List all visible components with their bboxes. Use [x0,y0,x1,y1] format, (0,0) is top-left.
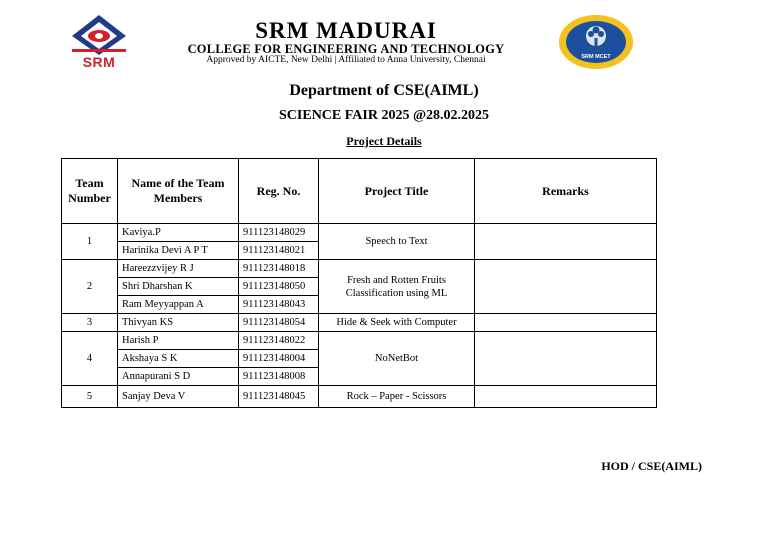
team-number-cell: 1 [62,224,118,260]
remarks-cell [475,332,657,386]
team-number-cell: 4 [62,332,118,386]
mcet-seal-emblem [558,14,634,70]
table-row [62,386,657,408]
reg-no-cell: 911123148043 [239,296,319,314]
letterhead [60,10,650,74]
table-row [62,314,657,332]
table-body [62,224,657,408]
event-title: SCIENCE FAIR 2025 @28.02.2025 [279,108,489,123]
header-project-title: Project Title [319,159,475,224]
member-name-cell: Kaviya.P [118,224,239,242]
header-member-names: Name of the Team Members [118,159,239,224]
reg-no-cell: 911123148054 [239,314,319,332]
table-row [62,224,657,242]
department-title: Department of CSE(AIML) [289,82,479,99]
project-title-cell: Speech to Text [319,224,475,260]
member-name-cell: Hareezzvijey R J [118,260,239,278]
member-name-cell: Harinika Devi A P T [118,242,239,260]
team-number-cell: 5 [62,386,118,408]
srm-diamond-emblem [68,14,130,56]
header-remarks: Remarks [475,159,657,224]
member-name-cell: Harish P [118,332,239,350]
project-title-cell: Rock – Paper - Scissors [319,386,475,408]
project-title-cell: Fresh and Rotten Fruits Classification using ML [319,260,475,314]
mcet-seal-text: SRM MCET [581,54,611,60]
reg-no-cell: 911123148022 [239,332,319,350]
table-header-row [62,159,657,224]
header-reg-no: Reg. No. [239,159,319,224]
member-name-cell: Ram Meyyappan A [118,296,239,314]
reg-no-cell: 911123148045 [239,386,319,408]
reg-no-cell: 911123148018 [239,260,319,278]
remarks-cell [475,224,657,260]
approval-line: Approved by AICTE, New Delhi | Affiliated to Anna University, Chennai [206,55,486,65]
member-name-cell: Annapurani S D [118,368,239,386]
team-number-cell: 2 [62,260,118,314]
srm-logo [68,14,130,70]
team-number-cell: 3 [62,314,118,332]
header-team-number: Team Number [62,159,118,224]
srm-logo-text: SRM [82,54,116,70]
table-row [62,332,657,350]
project-title-cell: NoNetBot [319,332,475,386]
reg-no-cell: 911123148029 [239,224,319,242]
remarks-cell [475,314,657,332]
reg-no-cell: 911123148021 [239,242,319,260]
member-name-cell: Thivyan KS [118,314,239,332]
member-name-cell: Akshaya S K [118,350,239,368]
member-name-cell: Sanjay Deva V [118,386,239,408]
table-row [62,260,657,278]
remarks-cell [475,386,657,408]
hod-signature: HOD / CSE(AIML) [601,459,702,473]
college-subtitle: COLLEGE FOR ENGINEERING AND TECHNOLOGY [187,42,505,56]
college-name: SRM MADURAI [255,18,437,43]
reg-no-cell: 911123148008 [239,368,319,386]
reg-no-cell: 911123148050 [239,278,319,296]
project-details-table [61,158,657,408]
member-name-cell: Shri Dharshan K [118,278,239,296]
remarks-cell [475,260,657,314]
project-title-cell: Hide & Seek with Computer [319,314,475,332]
section-title: Project Details [346,134,422,148]
reg-no-cell: 911123148004 [239,350,319,368]
mcet-seal [558,14,634,70]
